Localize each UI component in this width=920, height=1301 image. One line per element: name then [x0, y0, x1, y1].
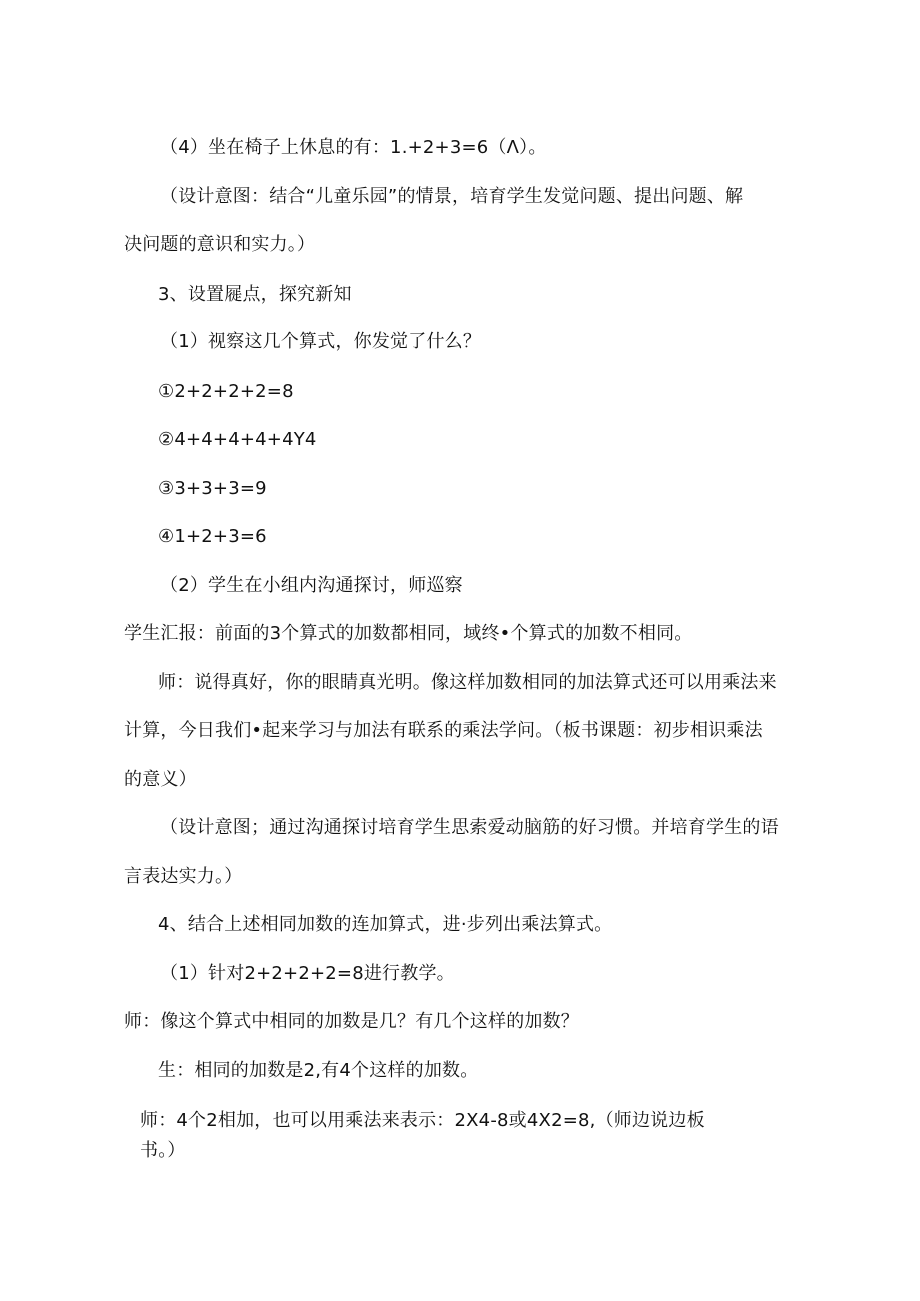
teacher-multiplication-line-2: 书。）	[140, 1140, 186, 1161]
section-4-heading: 4、结合上述相同加数的连加算式，进·步列出乘法算式。	[158, 914, 613, 935]
equation-2: ②4+4+4+4+4Y4	[158, 429, 317, 450]
observe-question-line: （1）视察这几个算式，你发觉了什么？	[160, 331, 482, 352]
teaching-item-1-line: （1）针对2+2+2+2=8进行教学。	[160, 963, 455, 984]
equation-4: ④1+2+3=6	[158, 526, 267, 547]
section-3-heading: 3、设置屣点，探究新知	[158, 284, 352, 305]
item-4-sitting-line: （4）坐在椅子上休息的有：1.+2+3=6（Λ）。	[160, 137, 547, 158]
group-discussion-line: （2）学生在小组内沟通探讨，师巡察	[160, 575, 463, 596]
design-intent-line-2: 决问题的意识和实力。）	[124, 234, 316, 255]
teacher-remark-line-1: 师：说得真好，你的眼睛真光明。像这样加数相同的加法算式还可以用乘法来	[158, 672, 777, 693]
teacher-remark-line-3: 的意义）	[124, 769, 197, 790]
teacher-remark-line-2: 计算，今日我们•起来学习与加法有联系的乘法学问。（板书课题：初步相识乘法	[124, 720, 763, 741]
design-intent-line-1: （设计意图：结合“儿童乐园”的情景，培育学生发觉问题、提出问题、解	[160, 186, 744, 207]
teacher-multiplication-line-1: 师：4个2相加，也可以用乘法来表示：2X4-8或4X2=8,（师边说边板	[140, 1110, 705, 1131]
teacher-question-line: 师：像这个算式中相同的加数是几？有几个这样的加数？	[124, 1011, 579, 1032]
equation-3: ③3+3+3=9	[158, 478, 267, 499]
design-intent-2-line-1: （设计意图；通过沟通探讨培育学生思索爱动脑筋的好习惯。并培育学生的语	[160, 817, 779, 838]
student-report-line: 学生汇报：前面的3个算式的加数都相同，域终•个算式的加数不相同。	[124, 623, 693, 644]
design-intent-2-line-2: 言表达实力。）	[124, 866, 243, 887]
student-answer-line: 生：相同的加数是2,有4个这样的加数。	[158, 1060, 479, 1081]
equation-1: ①2+2+2+2=8	[158, 381, 294, 402]
